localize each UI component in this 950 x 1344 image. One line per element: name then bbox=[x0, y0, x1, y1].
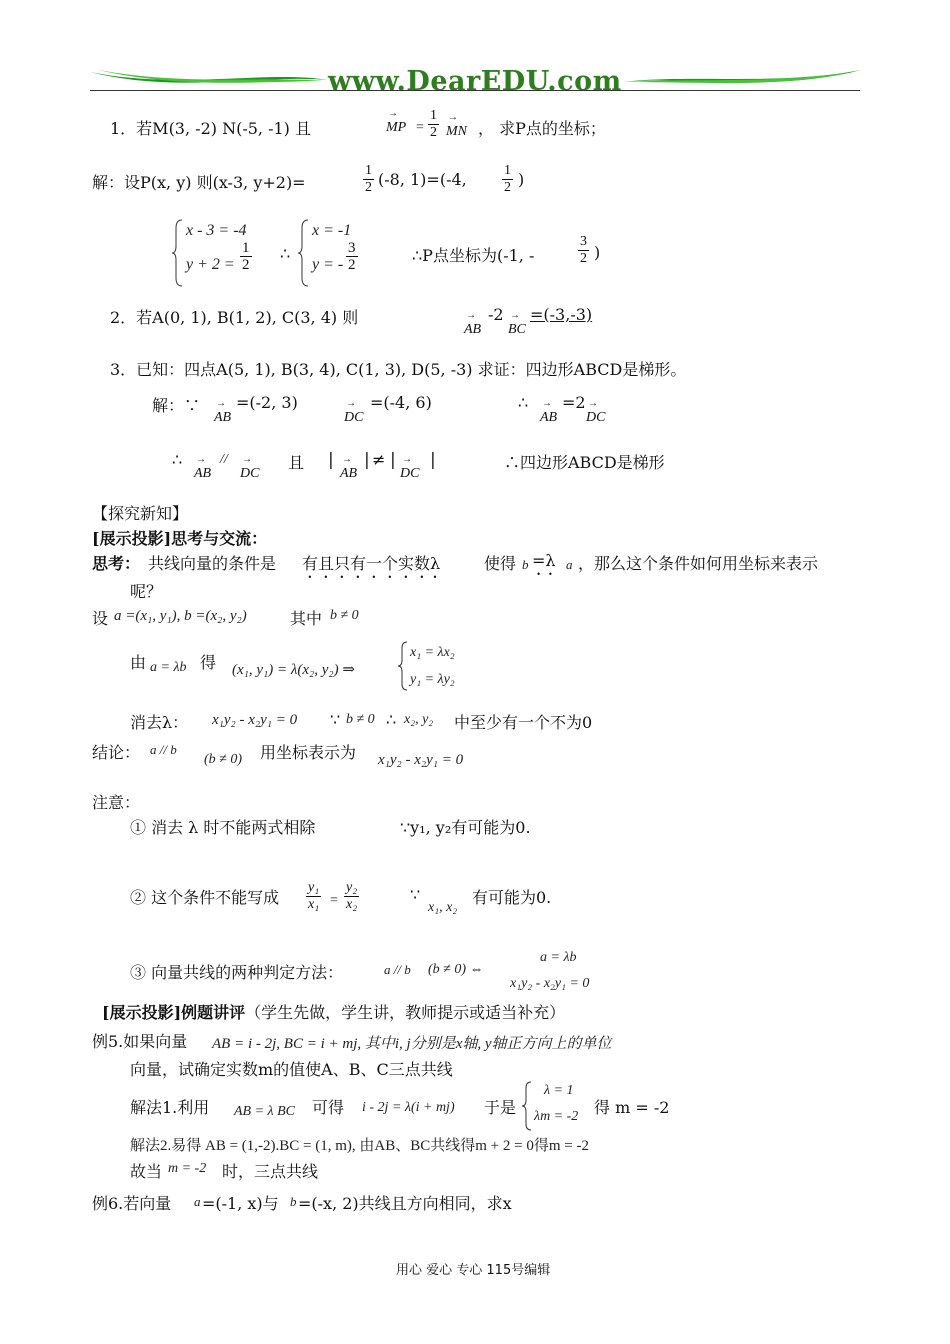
cross-product-zero: x₁y₂ - x₂y₁ = 0 bbox=[510, 976, 590, 991]
eq-sign: = bbox=[416, 120, 424, 135]
note-1-reason: ∵y₁, y₂有可能为0. bbox=[400, 818, 531, 837]
therefore-symbol: ∴ bbox=[518, 393, 529, 412]
b-nonzero-condition: (b ≠ 0) bbox=[204, 752, 243, 767]
setup-system-row-2: y₁ = λy₂ bbox=[410, 672, 455, 687]
fraction-half: $\frac{1}{2}$ bbox=[504, 163, 511, 195]
problem-2-lead: 2．若A(0, 1), B(1, 2), C(3, 4) 则 bbox=[110, 308, 359, 327]
think-text-d: =λ bbox=[532, 551, 556, 570]
setup-lead: 设 bbox=[92, 609, 109, 628]
setup-system-row-1: x₁ = λx₂ bbox=[410, 645, 455, 660]
example-5-statement: AB = i - 2j, BC = i + mj, 其中i, j分别是x轴, y轴正方向上的单位 bbox=[212, 1036, 612, 1052]
a-equals-lambda-b: a = λb bbox=[150, 660, 187, 675]
fraction-y2-x2: $\frac{\text{y₂}}{\text{x₂}}$ bbox=[346, 880, 358, 912]
method-2-end-tail: 时，三点共线 bbox=[222, 1162, 319, 1181]
vector-ab: → AB bbox=[464, 322, 481, 338]
abs-bar: | bbox=[430, 450, 436, 470]
x2-y2: x₂, y₂ bbox=[404, 712, 434, 727]
solution-1-conclusion: ∴P点坐标为(-1, - bbox=[412, 246, 535, 265]
conclusion-equation: x₁y₂ - x₂y₁ = 0 bbox=[378, 752, 464, 768]
note-2: ② 这个条件不能写成 bbox=[130, 888, 280, 907]
conclusion-text: 用坐标表示为 bbox=[260, 743, 357, 762]
system-2-row-2: y = - bbox=[312, 256, 344, 273]
examples-heading: [展示投影]例题讲评 bbox=[102, 1003, 246, 1022]
conclusion-label: 结论： bbox=[92, 743, 141, 762]
vector-dc: → DC bbox=[586, 410, 605, 426]
vector-mn: → MN bbox=[446, 124, 467, 140]
eliminate-lambda: 消去λ： bbox=[130, 713, 189, 732]
abs-bar: | bbox=[390, 450, 396, 470]
note-1: ① 消去 λ 时不能两式相除 bbox=[130, 818, 316, 837]
solution-1-line: 解：设P(x, y) 则(x-3, y+2)= bbox=[92, 173, 306, 192]
fraction-half: $\frac{1}{2}$ bbox=[242, 240, 250, 273]
a-parallel-b: a // b bbox=[384, 962, 411, 977]
method-1-expression: i - 2j = λ(i + mj) bbox=[362, 1100, 455, 1115]
note-2-reason: 有可能为0. bbox=[472, 888, 552, 907]
therefore-symbol: ∴ bbox=[172, 450, 183, 469]
vector-b-symbol: b bbox=[522, 557, 529, 572]
vector-bc: → BC bbox=[508, 322, 526, 338]
fraction-three-halves: $\frac{3}{2}$ bbox=[348, 240, 356, 273]
vector-mp: → MP bbox=[386, 120, 406, 136]
note-3: ③ 向量共线的两种判定方法： bbox=[130, 963, 344, 982]
think-text-c: 使得 bbox=[484, 554, 517, 573]
left-brace bbox=[298, 218, 310, 288]
problem-1-tail: ， 求P点的坐标； bbox=[478, 119, 606, 138]
method-1-so: 于是 bbox=[484, 1098, 517, 1117]
problem-1-lead: 1．若M(3, -2) N(-5, -1) 且 bbox=[110, 119, 311, 138]
example-6-tail: =(-x, 2)共线且方向相同，求x bbox=[298, 1194, 512, 1213]
eliminated-equation: x₁y₂ - x₂y₁ = 0 bbox=[212, 712, 298, 728]
vector-dc: → DC bbox=[400, 466, 419, 482]
method-2: 解法2.易得 AB = (1,-2).BC = (1, m), 由AB、BC共线得m + 2 = 0得m = -2 bbox=[130, 1138, 589, 1154]
problem-2-mid: -2 bbox=[488, 305, 504, 324]
method-1-system-row-2: λm = -2 bbox=[534, 1109, 579, 1124]
example-5-lead: 例5.如果向量 bbox=[92, 1032, 188, 1051]
solution-1-conclusion-end: ) bbox=[594, 243, 601, 262]
right-swoosh-inner bbox=[628, 72, 853, 83]
left-brace bbox=[172, 218, 184, 288]
a-parallel-b: a // b bbox=[150, 742, 177, 757]
abs-bar: | bbox=[364, 450, 370, 470]
fraction-half: $\frac{1}{2}$ bbox=[365, 163, 372, 195]
examples-note: （学生先做，学生讲，教师提示或适当补充） bbox=[245, 1003, 566, 1022]
system-1-row-1: x - 3 = -4 bbox=[186, 222, 247, 239]
ab-value: =(-2, 3) bbox=[236, 393, 298, 412]
vector-b-symbol: b bbox=[290, 1194, 297, 1209]
abs-bar: | bbox=[328, 450, 334, 470]
header-rule bbox=[90, 90, 860, 91]
site-logo-text: www.DearEDU.com bbox=[328, 66, 622, 97]
fraction-three-halves: $\frac{3}{2}$ bbox=[580, 234, 587, 266]
ab-lambda-bc: AB = λ BC bbox=[234, 1104, 296, 1119]
think-label: 思考： bbox=[92, 554, 141, 573]
ab-equals-2: =2 bbox=[562, 393, 586, 412]
neq-symbol: ≠ bbox=[372, 450, 386, 469]
system-2-row-1: x = -1 bbox=[312, 222, 352, 239]
system-1-row-2: y + 2 = bbox=[186, 256, 235, 273]
problem-3-text: 3．已知：四点A(5, 1), B(3, 4), C(1, 3), D(5, -3) 求证：四边形ABCD是梯形。 bbox=[110, 360, 687, 379]
method-1-get: 可得 bbox=[312, 1098, 345, 1117]
b-nonzero: b ≠ 0 bbox=[330, 608, 359, 623]
example-6-mid: =(-1, x)与 bbox=[202, 1194, 279, 1213]
dc-value: =(-4, 6) bbox=[370, 393, 432, 412]
think-text-a: 共线向量的条件是 bbox=[148, 554, 277, 573]
therefore-symbol: ∴ bbox=[280, 244, 291, 263]
vector-a-symbol: a bbox=[194, 1194, 201, 1209]
at-least-one-nonzero: 中至少有一个不为0 bbox=[454, 713, 593, 732]
example-5-line-2: 向量，试确定实数m的值使A、B、C三点共线 bbox=[130, 1060, 453, 1079]
page-footer: 用心 爱心 专心 115号编辑 bbox=[396, 1263, 551, 1278]
fraction-half: $\frac{1}{2}$ bbox=[430, 108, 437, 140]
method-2-end-lead: 故当 bbox=[130, 1162, 163, 1181]
method-1-lead: 解法1.利用 bbox=[130, 1098, 210, 1117]
show-projection-examples bbox=[102, 1000, 565, 1023]
vector-dc: → DC bbox=[344, 410, 363, 426]
vector-a-symbol: a bbox=[566, 557, 573, 572]
a-equals-lambda-b: a = λb bbox=[540, 950, 577, 965]
think-text-f: 呢？ bbox=[130, 582, 163, 601]
fraction-y1-x1: $\frac{\text{y₁}}{\text{x₁}}$ bbox=[308, 880, 320, 912]
from-word: 由 bbox=[130, 653, 147, 672]
vector-dc: → DC bbox=[240, 466, 259, 482]
parallel-symbol: // bbox=[220, 452, 228, 467]
problem-2-result: =(-3,-3) bbox=[530, 305, 593, 324]
method-1-system-row-1: λ = 1 bbox=[544, 1083, 574, 1098]
method-1-result: 得 m = -2 bbox=[594, 1098, 670, 1117]
example-6-lead: 例6.若向量 bbox=[92, 1194, 172, 1213]
vector-ab: → AB bbox=[214, 410, 231, 426]
notes-label: 注意： bbox=[92, 793, 141, 812]
x1-x2: x₁, x₂ bbox=[428, 900, 458, 915]
vector-ab: → AB bbox=[340, 466, 357, 482]
left-brace bbox=[522, 1080, 532, 1132]
b-nonzero-iff: (b ≠ 0) ⇔ bbox=[428, 962, 484, 977]
and-word: 且 bbox=[288, 453, 305, 472]
vector-ab: → AB bbox=[194, 466, 211, 482]
think-text-e: ，那么这个条件如何用坐标来表示 bbox=[578, 554, 819, 573]
get-word: 得 bbox=[200, 653, 217, 672]
because-symbol: ∵ bbox=[410, 885, 421, 904]
because-symbol: ∵ bbox=[330, 710, 341, 729]
solution-1-mid: (-8, 1)=(-4, bbox=[378, 170, 467, 189]
explore-heading: 【探究新知】 bbox=[92, 504, 189, 523]
think-text-b: 有且只有一个实数λ bbox=[302, 554, 441, 573]
b-nonzero: b ≠ 0 bbox=[346, 712, 375, 727]
vector-ab: → AB bbox=[540, 410, 557, 426]
setup-where: 其中 bbox=[290, 609, 323, 628]
solution-1-end: ) bbox=[518, 170, 525, 189]
so-symbol: ∴ bbox=[386, 710, 397, 729]
coordinate-equation: (x₁, y₁) = λ(x₂, y₂) ⇒ bbox=[232, 662, 355, 678]
problem-3-final: ∴四边形ABCD是梯形 bbox=[504, 453, 665, 472]
vector-definitions: a =(x₁, y₁), b =(x₂, y₂) bbox=[114, 608, 247, 624]
m-equals-minus-2: m = -2 bbox=[168, 1161, 207, 1176]
problem-3-sol-lead: 解：∵ bbox=[152, 396, 201, 415]
show-projection-heading: [展示投影]思考与交流： bbox=[92, 529, 268, 548]
eq-sign: = bbox=[330, 893, 338, 908]
left-swoosh-inner bbox=[98, 70, 323, 83]
left-brace bbox=[398, 640, 408, 692]
